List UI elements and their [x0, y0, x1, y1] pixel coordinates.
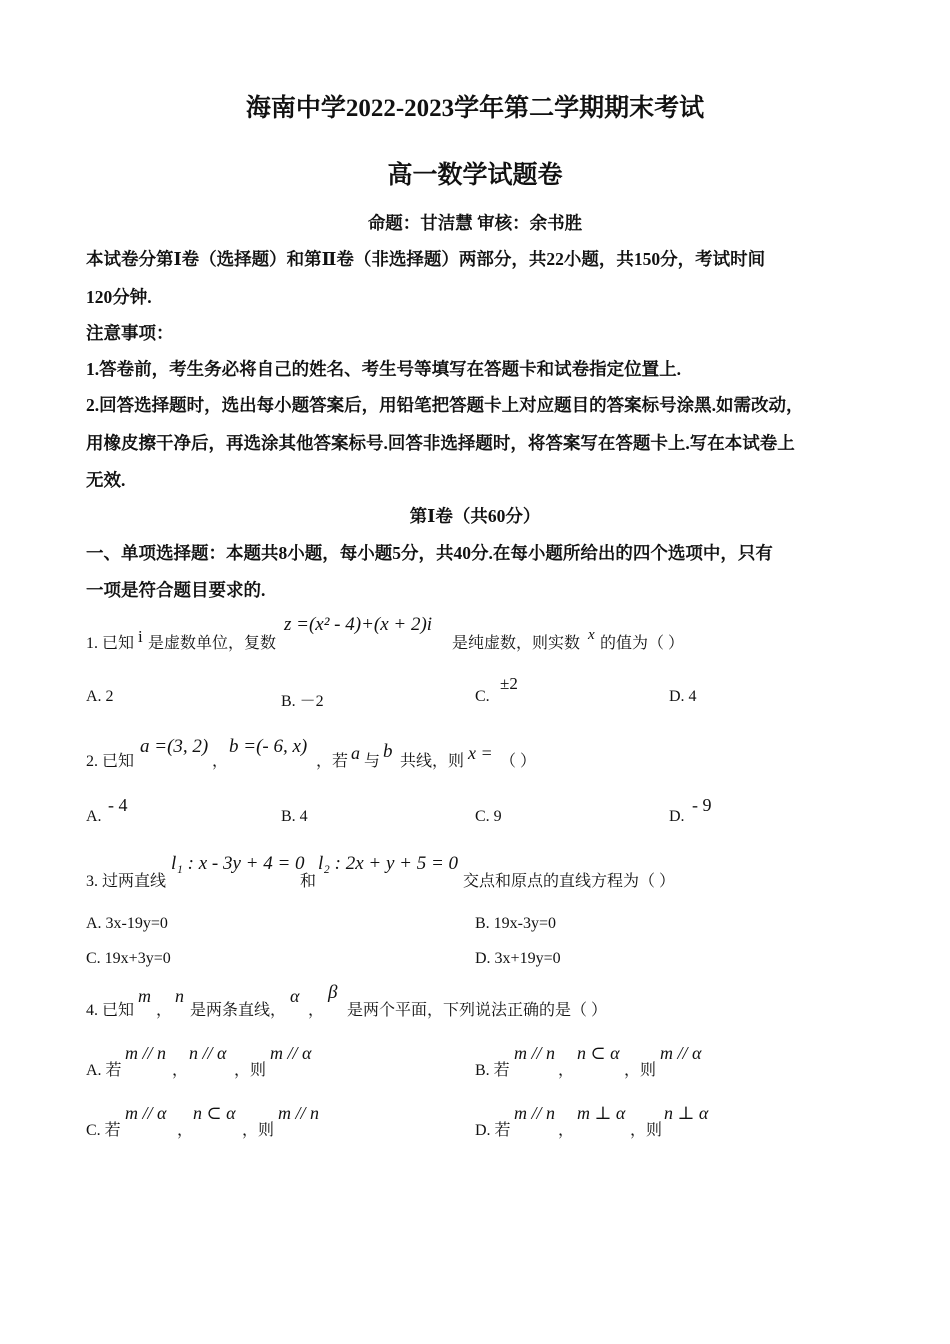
q4-option-b-conclusion: m // α [660, 1043, 702, 1063]
exam-subtitle: 高一数学试题卷 [387, 162, 563, 189]
q4-option-d-label: D. 若 [475, 1122, 511, 1139]
q2-option-c[interactable]: C. 9 [475, 808, 502, 825]
q4-option-d-sep-1: ， [558, 1122, 575, 1139]
q4-option-b-label: B. 若 [475, 1062, 510, 1079]
q4-option-c-conclusion: m // n [278, 1103, 320, 1123]
q4-text-3: 是两条直线， [190, 1002, 287, 1019]
q1-text-2: 是虚数单位，复数 [148, 635, 277, 652]
q4-option-d-sep-2: ，则 [630, 1122, 663, 1139]
q4-option-b-cond-2: n ⊂ α [577, 1043, 620, 1063]
q4-option-a-conclusion: m // α [270, 1043, 312, 1063]
q2-option-d[interactable]: D. [669, 808, 685, 825]
q3-option-d[interactable]: D. 3x+19y=0 [475, 950, 561, 967]
q4-option-b-sep-1: ， [558, 1062, 575, 1079]
q2-text-1: 2. 已知 [86, 753, 135, 770]
q4-option-d-cond-2: m ⊥ α [577, 1103, 626, 1123]
q1-text-3: 是纯虚数，则实数 [452, 635, 581, 652]
q4-option-b-cond-1: m // n [514, 1043, 556, 1063]
q1-math-i: i [138, 627, 143, 646]
q3-math-l2: l₂ : 2x + y + 5 = 0 [318, 853, 459, 874]
q2-math-b-vector: b =(- 6, x) [229, 736, 308, 757]
q2-option-d-math: - 9 [692, 795, 712, 815]
q3-option-b[interactable]: B. 19x-3y=0 [475, 915, 557, 932]
q2-math-x: x = [468, 743, 493, 763]
q4-option-a-sep-1: ， [172, 1062, 189, 1079]
q1-option-b[interactable]: B. －2 [281, 693, 324, 710]
notice-item-2-line-1: 2.回答选择题时，选出每小题答案后，用铅笔把答题卡上对应题目的答案标号涂黑.如需改动， [86, 395, 804, 415]
q2-math-b: b [383, 741, 393, 762]
part1-heading: 第Ⅰ卷（共60分） [409, 506, 541, 526]
q4-text-5: 是两个平面，下列说法正确的是（ ） [347, 1002, 608, 1019]
q4-math-n: n [175, 986, 184, 1006]
q4-option-a-label: A. 若 [86, 1062, 122, 1079]
q2-option-b[interactable]: B. 4 [281, 808, 308, 825]
q1-option-c-math: ±2 [500, 674, 518, 693]
notice-item-2-line-2: 用橡皮擦干净后，再选涂其他答案标号.回答非选择题时，将答案写在答题卡上.写在本试卷上 [86, 433, 795, 453]
q4-option-a-cond-1: m // n [125, 1043, 167, 1063]
notice-item-2-line-3: 无效. [86, 470, 126, 490]
q1-text-4: 的值为（ ） [600, 635, 685, 652]
q3-option-c[interactable]: C. 19x+3y=0 [86, 950, 171, 967]
q1-option-d[interactable]: D. 4 [669, 688, 697, 705]
q1-option-a[interactable]: A. 2 [86, 688, 114, 705]
notice-item-1: 1.答卷前，考生务必将自己的姓名、考生号等填写在答题卡和试卷指定位置上. [86, 359, 681, 379]
q3-text-1: 3. 过两直线 [86, 873, 167, 890]
q3-math-l1: l₁ : x - 3y + 4 = 0 [171, 853, 305, 874]
q3-text-3: 交点和原点的直线方程为（ ） [463, 873, 676, 890]
q4-option-a-sep-2: ，则 [234, 1062, 267, 1079]
q4-text-2: ， [156, 1002, 173, 1019]
q1-math-z: z =(x² - 4)+(x + 2)i [284, 614, 433, 635]
q2-math-a: a [351, 743, 360, 763]
q4-math-alpha: α [290, 986, 300, 1006]
exam-title: 海南中学2022-2023学年第二学期期末考试 [245, 95, 705, 122]
q4-option-c-sep-1: ， [177, 1122, 194, 1139]
q1-math-x: x [588, 627, 595, 643]
q4-option-c-sep-2: ，则 [242, 1122, 275, 1139]
q3-option-a[interactable]: A. 3x-19y=0 [86, 915, 168, 932]
q2-text-6: （ ） [500, 753, 537, 770]
q1-text-1: 1. 已知 [86, 635, 135, 652]
q4-option-d-conclusion: n ⊥ α [664, 1103, 709, 1123]
q4-option-c-cond-2: n ⊂ α [193, 1103, 236, 1123]
q4-option-a-cond-2: n // α [189, 1043, 227, 1063]
q2-text-3: ，若 [316, 753, 349, 770]
q4-option-c-cond-1: m // α [125, 1103, 167, 1123]
q2-option-a-math: - 4 [108, 795, 128, 815]
notice-heading: 注意事项： [86, 323, 174, 343]
q4-option-c-label: C. 若 [86, 1122, 121, 1139]
q1-option-c[interactable]: C. [475, 688, 490, 705]
section1-line-1: 一、单项选择题：本题共8小题，每小题5分，共40分.在每小题所给出的四个选项中，只有 [86, 543, 773, 563]
q4-option-d-cond-1: m // n [514, 1103, 556, 1123]
q2-math-a-vector: a =(3, 2) [140, 736, 209, 757]
q4-math-beta: β [328, 982, 338, 1003]
section1-line-2: 一项是符合题目要求的. [86, 580, 266, 600]
intro-line-1: 本试卷分第Ⅰ卷（选择题）和第Ⅱ卷（非选择题）两部分，共22小题，共150分，考试时间 [86, 249, 766, 269]
q2-text-2: ， [212, 753, 229, 770]
q2-text-5: 共线，则 [400, 753, 465, 770]
q4-math-m: m [138, 986, 151, 1006]
q4-option-b-sep-2: ，则 [624, 1062, 657, 1079]
q4-text-1: 4. 已知 [86, 1002, 135, 1019]
intro-line-2: 120分钟. [86, 287, 152, 307]
authors-line: 命题：甘洁慧 审核：余书胜 [367, 213, 583, 233]
q4-text-4: ， [308, 1002, 325, 1019]
q3-text-2: 和 [300, 873, 317, 890]
q2-option-a[interactable]: A. [86, 808, 102, 825]
q2-text-4: 与 [364, 753, 381, 770]
